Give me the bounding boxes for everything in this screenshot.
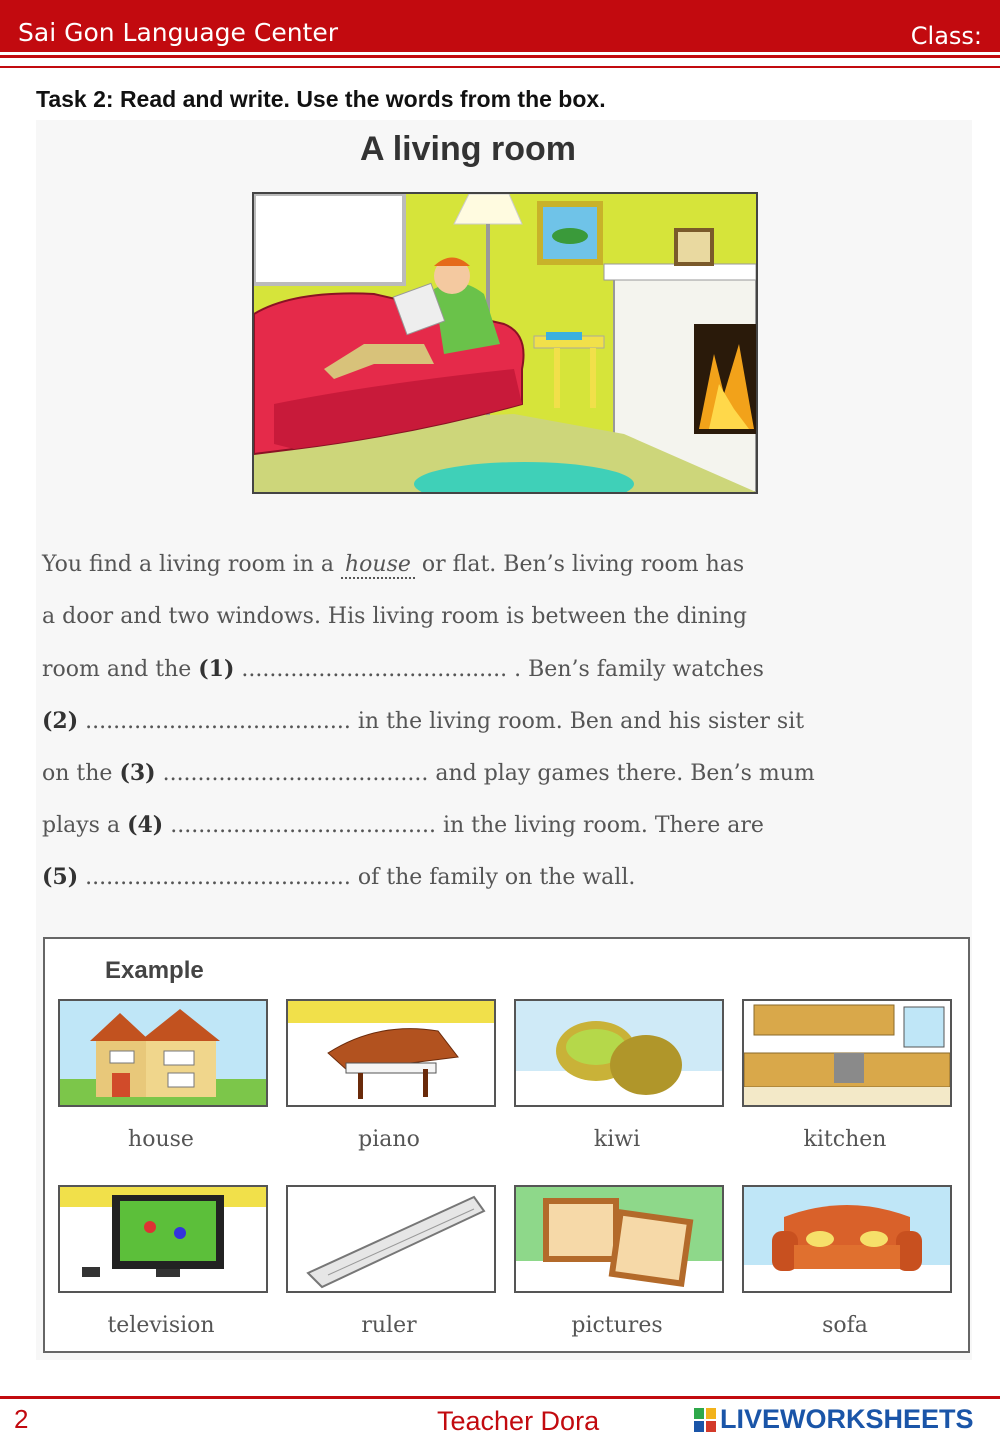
piano-picture xyxy=(286,999,496,1107)
living-room-scene xyxy=(254,194,756,492)
pictures-icon xyxy=(516,1187,722,1291)
passage-text: in the living room. Ben and his sister sit xyxy=(357,709,805,734)
passage-text: and play games there. Ben’s mum xyxy=(435,761,815,786)
passage-text: of the family on the wall. xyxy=(357,865,636,890)
header-divider xyxy=(0,55,1000,58)
question-number-5: (5) xyxy=(42,864,79,890)
passage-line-2: a door and two windows. His living room is between the dining xyxy=(42,604,747,629)
living-room-illustration xyxy=(252,192,758,494)
sofa-icon xyxy=(744,1187,950,1291)
passage-text: in the living room. There are xyxy=(442,813,764,838)
kiwi-picture xyxy=(514,999,724,1107)
sofa-picture xyxy=(742,1185,952,1293)
header-bar xyxy=(0,0,1000,52)
answer-blank-1[interactable]: ...................................... xyxy=(241,657,508,682)
question-number-3: (3) xyxy=(119,760,156,786)
footer-divider xyxy=(0,1396,1000,1399)
passage-text: . Ben’s family watches xyxy=(514,657,764,682)
page-number: 2 xyxy=(14,1404,29,1434)
answer-blank-5[interactable]: ...................................... xyxy=(85,865,351,890)
liveworksheets-icon xyxy=(694,1408,716,1432)
television-icon xyxy=(60,1187,266,1291)
passage-text: room and the xyxy=(42,657,192,682)
kitchen-picture xyxy=(742,999,952,1107)
word-house: house xyxy=(128,1127,194,1152)
word-kiwi: kiwi xyxy=(593,1127,641,1152)
question-number-1: (1) xyxy=(198,656,235,682)
word-pictures: pictures xyxy=(571,1313,663,1338)
answer-blank-3[interactable]: ...................................... xyxy=(162,761,429,786)
answer-blank-4[interactable]: ...................................... xyxy=(170,813,436,838)
question-number-4: (4) xyxy=(127,812,164,838)
passage-text: on the xyxy=(42,761,113,786)
passage-line-3 xyxy=(42,656,764,682)
passage-line-7 xyxy=(42,864,635,890)
passage-text: plays a xyxy=(42,813,121,838)
header-divider-thin xyxy=(0,66,1000,68)
pictures-picture xyxy=(514,1185,724,1293)
passage-text: or flat. Ben’s living room has xyxy=(421,552,745,577)
liveworksheets-logo[interactable] xyxy=(694,1404,974,1435)
answer-blank-2[interactable]: ...................................... xyxy=(85,709,351,734)
word-ruler: ruler xyxy=(361,1313,417,1338)
house-icon xyxy=(60,1001,266,1105)
ruler-icon xyxy=(288,1187,494,1291)
word-television: television xyxy=(107,1313,215,1338)
reading-title: A living room xyxy=(360,130,576,168)
passage-line-4 xyxy=(42,708,804,734)
task-instruction: Task 2: Read and write. Use the words from the box. xyxy=(36,86,606,112)
center-name: Sai Gon Language Center xyxy=(18,18,339,47)
ruler-picture xyxy=(286,1185,496,1293)
passage-line-6 xyxy=(42,812,764,838)
piano-icon xyxy=(288,1001,494,1105)
house-picture xyxy=(58,999,268,1107)
word-kitchen: kitchen xyxy=(803,1127,887,1152)
brand-name: LIVEWORKSHEETS xyxy=(720,1404,974,1434)
word-box xyxy=(43,937,970,1353)
kiwi-icon xyxy=(516,1001,722,1105)
passage-text: You find a living room in a xyxy=(42,552,335,577)
passage-line-1 xyxy=(42,552,744,577)
word-piano: piano xyxy=(358,1127,420,1152)
word-sofa: sofa xyxy=(822,1313,868,1338)
class-label: Class: xyxy=(910,22,982,50)
question-number-2: (2) xyxy=(42,708,79,734)
teacher-name: Teacher Dora xyxy=(437,1406,600,1436)
example-label: Example xyxy=(105,957,204,984)
passage-line-5 xyxy=(42,760,815,786)
television-picture xyxy=(58,1185,268,1293)
example-answer: house xyxy=(341,552,415,579)
kitchen-icon xyxy=(744,1001,950,1105)
